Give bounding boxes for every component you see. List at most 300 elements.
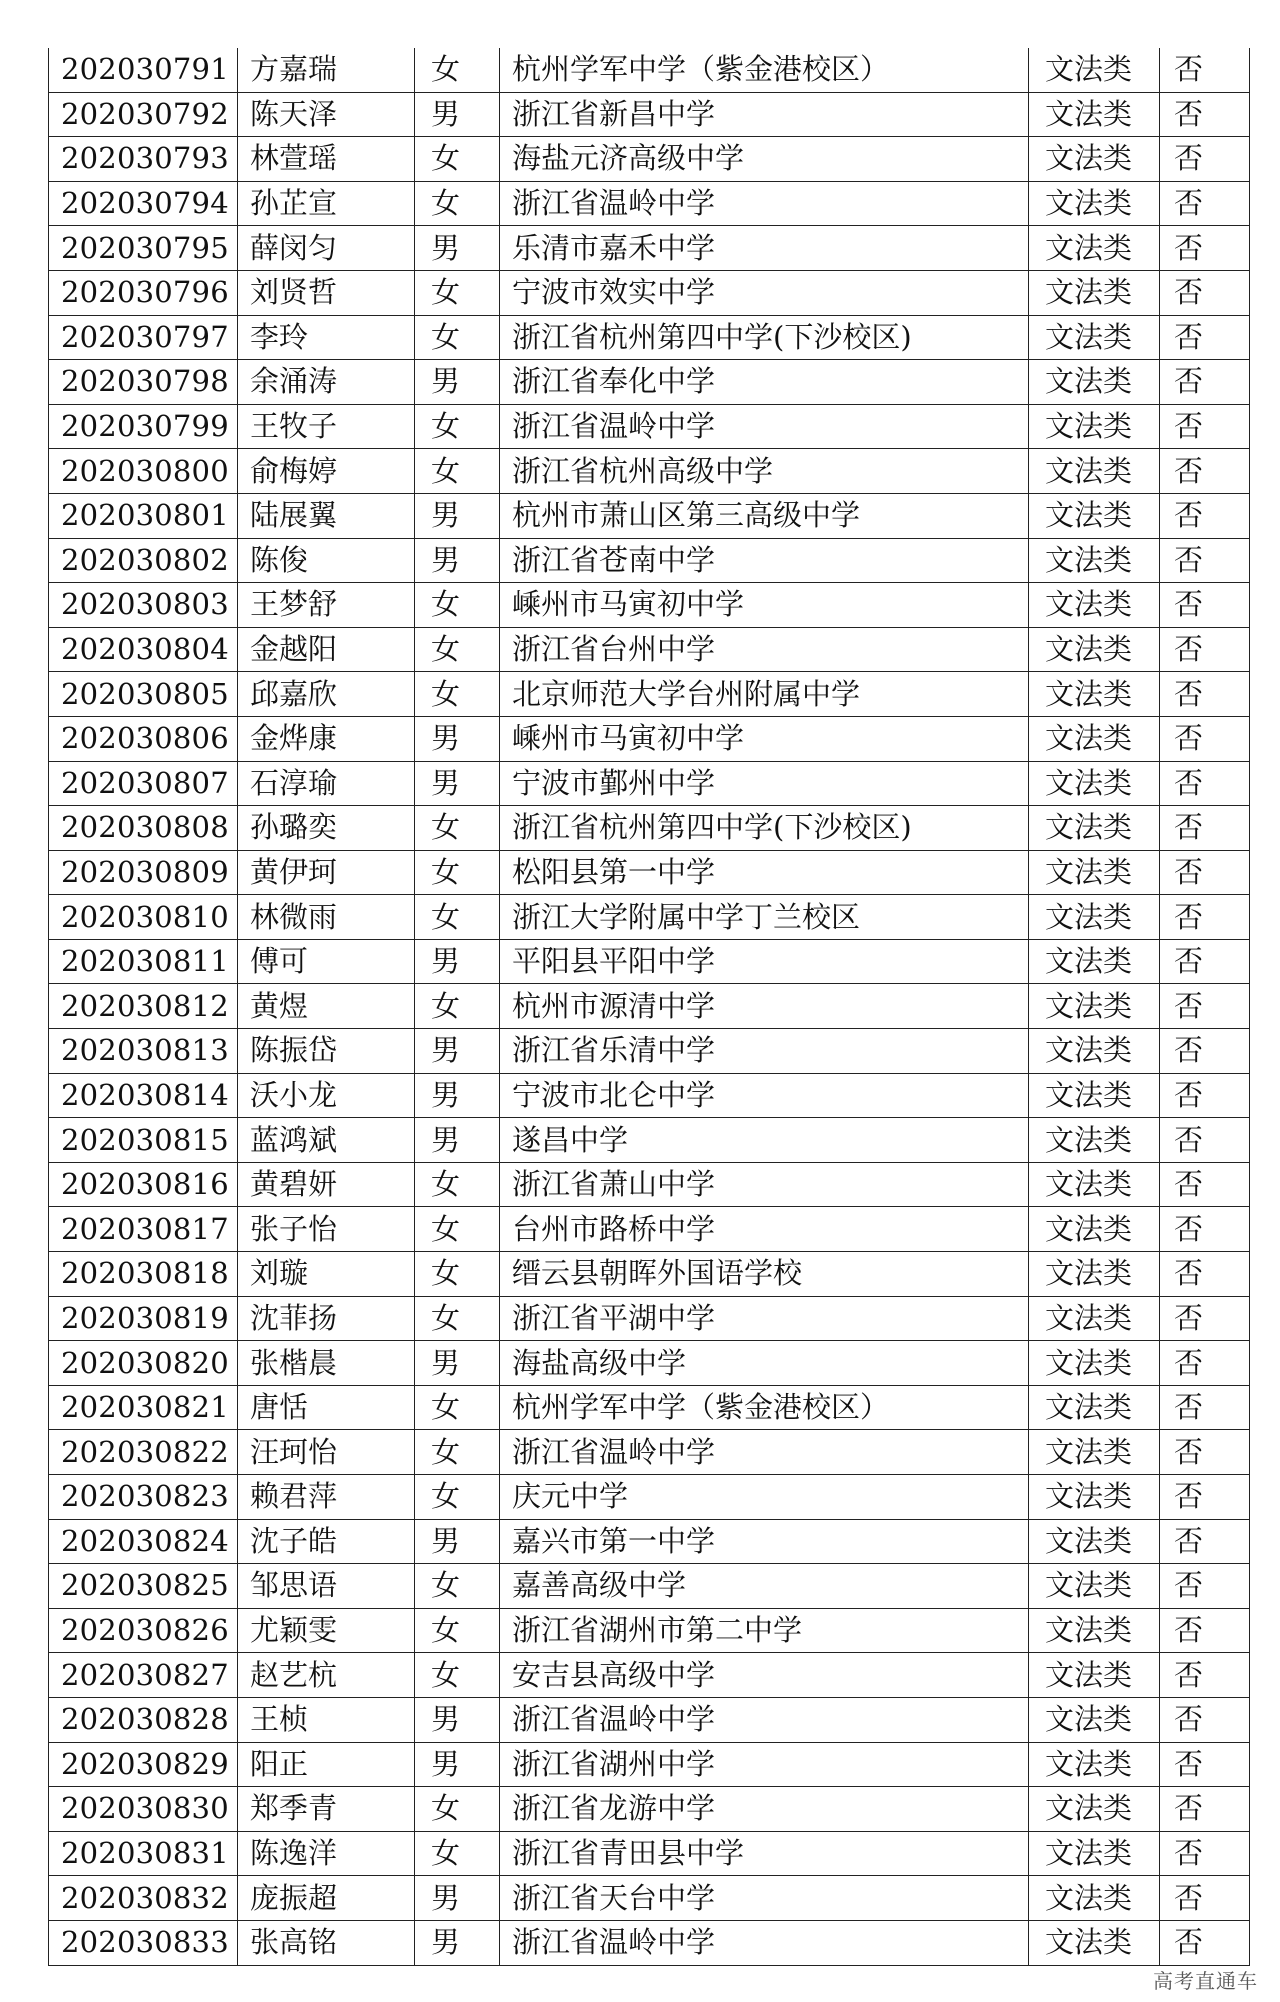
school-cell: 浙江省温岭中学	[500, 1920, 1029, 1965]
gender-cell: 女	[415, 1608, 500, 1653]
student-name-cell: 张高铭	[238, 1920, 415, 1965]
flag-cell: 否	[1160, 1029, 1250, 1074]
flag-cell: 否	[1160, 716, 1250, 761]
gender-cell: 女	[415, 1475, 500, 1520]
gender-cell: 女	[415, 1787, 500, 1832]
gender-cell: 女	[415, 181, 500, 226]
gender-cell: 女	[415, 1207, 500, 1252]
student-id-cell: 202030830	[49, 1787, 238, 1832]
category-cell: 文法类	[1029, 1831, 1160, 1876]
gender-cell: 女	[415, 1385, 500, 1430]
table-row	[49, 939, 1250, 984]
flag-cell: 否	[1160, 1608, 1250, 1653]
student-name-cell: 陆展翼	[238, 493, 415, 538]
table-row	[49, 1787, 1250, 1832]
table-row	[49, 716, 1250, 761]
student-id-cell: 202030807	[49, 761, 238, 806]
student-id-cell: 202030811	[49, 939, 238, 984]
category-cell: 文法类	[1029, 1073, 1160, 1118]
flag-cell: 否	[1160, 1341, 1250, 1386]
gender-cell: 女	[415, 1564, 500, 1609]
student-name-cell: 石淳瑜	[238, 761, 415, 806]
student-name-cell: 蓝鸿斌	[238, 1118, 415, 1163]
category-cell: 文法类	[1029, 1697, 1160, 1742]
school-cell: 浙江省萧山中学	[500, 1162, 1029, 1207]
student-name-cell: 郑季青	[238, 1787, 415, 1832]
student-name-cell: 刘璇	[238, 1252, 415, 1297]
category-cell: 文法类	[1029, 48, 1160, 92]
category-cell: 文法类	[1029, 1608, 1160, 1653]
student-id-cell: 202030826	[49, 1608, 238, 1653]
flag-cell: 否	[1160, 1519, 1250, 1564]
flag-cell: 否	[1160, 538, 1250, 583]
table-row	[49, 1385, 1250, 1430]
table-row	[49, 226, 1250, 271]
table-row	[49, 895, 1250, 940]
student-id-cell: 202030831	[49, 1831, 238, 1876]
category-cell: 文法类	[1029, 1430, 1160, 1475]
student-name-cell: 王梦舒	[238, 583, 415, 628]
gender-cell: 女	[415, 137, 500, 182]
flag-cell: 否	[1160, 761, 1250, 806]
flag-cell: 否	[1160, 1162, 1250, 1207]
category-cell: 文法类	[1029, 1920, 1160, 1965]
gender-cell: 男	[415, 1073, 500, 1118]
flag-cell: 否	[1160, 850, 1250, 895]
category-cell: 文法类	[1029, 716, 1160, 761]
student-id-cell: 202030810	[49, 895, 238, 940]
flag-cell: 否	[1160, 137, 1250, 182]
category-cell: 文法类	[1029, 1029, 1160, 1074]
student-name-cell: 张楷晨	[238, 1341, 415, 1386]
student-name-cell: 黄碧妍	[238, 1162, 415, 1207]
category-cell: 文法类	[1029, 984, 1160, 1029]
table-row	[49, 1564, 1250, 1609]
gender-cell: 女	[415, 270, 500, 315]
student-id-cell: 202030797	[49, 315, 238, 360]
school-cell: 浙江省奉化中学	[500, 360, 1029, 405]
category-cell: 文法类	[1029, 761, 1160, 806]
gender-cell: 男	[415, 939, 500, 984]
student-name-cell: 庞振超	[238, 1876, 415, 1921]
flag-cell: 否	[1160, 1742, 1250, 1787]
school-cell: 庆元中学	[500, 1475, 1029, 1520]
school-cell: 北京师范大学台州附属中学	[500, 672, 1029, 717]
student-id-cell: 202030823	[49, 1475, 238, 1520]
flag-cell: 否	[1160, 1252, 1250, 1297]
flag-cell: 否	[1160, 315, 1250, 360]
school-cell: 海盐高级中学	[500, 1341, 1029, 1386]
school-cell: 嘉善高级中学	[500, 1564, 1029, 1609]
student-id-cell: 202030794	[49, 181, 238, 226]
table-row	[49, 1252, 1250, 1297]
flag-cell: 否	[1160, 1653, 1250, 1698]
gender-cell: 男	[415, 1029, 500, 1074]
student-name-cell: 陈俊	[238, 538, 415, 583]
table-row	[49, 449, 1250, 494]
flag-cell: 否	[1160, 48, 1250, 92]
table-row	[49, 270, 1250, 315]
student-name-cell: 陈振岱	[238, 1029, 415, 1074]
table-row	[49, 1341, 1250, 1386]
category-cell: 文法类	[1029, 360, 1160, 405]
gender-cell: 女	[415, 583, 500, 628]
gender-cell: 男	[415, 92, 500, 137]
school-cell: 浙江省乐清中学	[500, 1029, 1029, 1074]
student-name-cell: 唐恬	[238, 1385, 415, 1430]
category-cell: 文法类	[1029, 1475, 1160, 1520]
student-id-cell: 202030804	[49, 627, 238, 672]
category-cell: 文法类	[1029, 939, 1160, 984]
table-row	[49, 1742, 1250, 1787]
student-name-cell: 陈天泽	[238, 92, 415, 137]
student-name-cell: 李玲	[238, 315, 415, 360]
student-name-cell: 金越阳	[238, 627, 415, 672]
student-name-cell: 沈子皓	[238, 1519, 415, 1564]
student-name-cell: 林萱瑶	[238, 137, 415, 182]
student-id-cell: 202030814	[49, 1073, 238, 1118]
student-id-cell: 202030795	[49, 226, 238, 271]
category-cell: 文法类	[1029, 315, 1160, 360]
student-id-cell: 202030793	[49, 137, 238, 182]
table-row	[49, 1608, 1250, 1653]
student-name-cell: 林微雨	[238, 895, 415, 940]
gender-cell: 男	[415, 1920, 500, 1965]
school-cell: 台州市路桥中学	[500, 1207, 1029, 1252]
gender-cell: 女	[415, 404, 500, 449]
student-name-cell: 俞梅婷	[238, 449, 415, 494]
table-row	[49, 850, 1250, 895]
table-row	[49, 806, 1250, 851]
table-row	[49, 92, 1250, 137]
flag-cell: 否	[1160, 1430, 1250, 1475]
student-id-cell: 202030798	[49, 360, 238, 405]
school-cell: 嘉兴市第一中学	[500, 1519, 1029, 1564]
flag-cell: 否	[1160, 1787, 1250, 1832]
gender-cell: 女	[415, 806, 500, 851]
table-row	[49, 137, 1250, 182]
student-id-cell: 202030809	[49, 850, 238, 895]
student-id-cell: 202030799	[49, 404, 238, 449]
category-cell: 文法类	[1029, 1876, 1160, 1921]
student-name-cell: 阳正	[238, 1742, 415, 1787]
student-name-cell: 沃小龙	[238, 1073, 415, 1118]
category-cell: 文法类	[1029, 850, 1160, 895]
gender-cell: 男	[415, 1118, 500, 1163]
gender-cell: 男	[415, 761, 500, 806]
category-cell: 文法类	[1029, 1653, 1160, 1698]
category-cell: 文法类	[1029, 1787, 1160, 1832]
gender-cell: 女	[415, 895, 500, 940]
flag-cell: 否	[1160, 181, 1250, 226]
student-id-cell: 202030833	[49, 1920, 238, 1965]
table-row	[49, 1920, 1250, 1965]
student-name-cell: 邱嘉欣	[238, 672, 415, 717]
category-cell: 文法类	[1029, 627, 1160, 672]
table-row	[49, 1831, 1250, 1876]
flag-cell: 否	[1160, 226, 1250, 271]
student-name-cell: 孙璐奕	[238, 806, 415, 851]
school-cell: 浙江省青田县中学	[500, 1831, 1029, 1876]
school-cell: 杭州市源清中学	[500, 984, 1029, 1029]
gender-cell: 女	[415, 1430, 500, 1475]
school-cell: 浙江省台州中学	[500, 627, 1029, 672]
student-name-cell: 赖君萍	[238, 1475, 415, 1520]
flag-cell: 否	[1160, 449, 1250, 494]
student-id-cell: 202030820	[49, 1341, 238, 1386]
student-name-cell: 汪珂怡	[238, 1430, 415, 1475]
flag-cell: 否	[1160, 1385, 1250, 1430]
table-row	[49, 1697, 1250, 1742]
student-id-cell: 202030812	[49, 984, 238, 1029]
category-cell: 文法类	[1029, 1296, 1160, 1341]
category-cell: 文法类	[1029, 270, 1160, 315]
table-row	[49, 1876, 1250, 1921]
gender-cell: 女	[415, 1296, 500, 1341]
school-cell: 浙江省温岭中学	[500, 1430, 1029, 1475]
table-row	[49, 404, 1250, 449]
student-id-cell: 202030806	[49, 716, 238, 761]
category-cell: 文法类	[1029, 1341, 1160, 1386]
category-cell: 文法类	[1029, 806, 1160, 851]
school-cell: 浙江省天台中学	[500, 1876, 1029, 1921]
school-cell: 宁波市北仑中学	[500, 1073, 1029, 1118]
student-name-cell: 张子怡	[238, 1207, 415, 1252]
school-cell: 宁波市鄞州中学	[500, 761, 1029, 806]
school-cell: 浙江省温岭中学	[500, 404, 1029, 449]
table-row	[49, 1519, 1250, 1564]
table-row	[49, 672, 1250, 717]
flag-cell: 否	[1160, 360, 1250, 405]
student-name-cell: 余涌涛	[238, 360, 415, 405]
student-name-cell: 王桢	[238, 1697, 415, 1742]
student-name-cell: 邹思语	[238, 1564, 415, 1609]
gender-cell: 女	[415, 449, 500, 494]
flag-cell: 否	[1160, 1920, 1250, 1965]
student-id-cell: 202030796	[49, 270, 238, 315]
student-name-cell: 方嘉瑞	[238, 48, 415, 92]
table-row	[49, 1118, 1250, 1163]
student-id-cell: 202030791	[49, 48, 238, 92]
flag-cell: 否	[1160, 984, 1250, 1029]
table-row	[49, 1430, 1250, 1475]
student-id-cell: 202030827	[49, 1653, 238, 1698]
category-cell: 文法类	[1029, 1564, 1160, 1609]
table-row	[49, 538, 1250, 583]
gender-cell: 男	[415, 1742, 500, 1787]
gender-cell: 男	[415, 538, 500, 583]
student-name-cell: 尤颖雯	[238, 1608, 415, 1653]
student-name-cell: 沈菲扬	[238, 1296, 415, 1341]
table-row	[49, 1029, 1250, 1074]
table-row	[49, 1296, 1250, 1341]
school-cell: 嵊州市马寅初中学	[500, 583, 1029, 628]
category-cell: 文法类	[1029, 1385, 1160, 1430]
category-cell: 文法类	[1029, 226, 1160, 271]
school-cell: 杭州市萧山区第三高级中学	[500, 493, 1029, 538]
category-cell: 文法类	[1029, 1118, 1160, 1163]
school-cell: 浙江省新昌中学	[500, 92, 1029, 137]
flag-cell: 否	[1160, 672, 1250, 717]
flag-cell: 否	[1160, 806, 1250, 851]
student-id-cell: 202030819	[49, 1296, 238, 1341]
watermark: 高考直通车	[1153, 1969, 1258, 1993]
school-cell: 安吉县高级中学	[500, 1653, 1029, 1698]
school-cell: 海盐元济高级中学	[500, 137, 1029, 182]
flag-cell: 否	[1160, 493, 1250, 538]
student-id-cell: 202030792	[49, 92, 238, 137]
gender-cell: 女	[415, 48, 500, 92]
table-row	[49, 984, 1250, 1029]
category-cell: 文法类	[1029, 1207, 1160, 1252]
school-cell: 浙江省温岭中学	[500, 1697, 1029, 1742]
school-cell: 浙江省杭州第四中学(下沙校区)	[500, 315, 1029, 360]
gender-cell: 女	[415, 1252, 500, 1297]
flag-cell: 否	[1160, 1564, 1250, 1609]
school-cell: 嵊州市马寅初中学	[500, 716, 1029, 761]
student-id-cell: 202030824	[49, 1519, 238, 1564]
student-name-cell: 薛闵匀	[238, 226, 415, 271]
gender-cell: 男	[415, 1519, 500, 1564]
student-id-cell: 202030825	[49, 1564, 238, 1609]
student-name-cell: 金烨康	[238, 716, 415, 761]
category-cell: 文法类	[1029, 137, 1160, 182]
flag-cell: 否	[1160, 1207, 1250, 1252]
student-name-cell: 黄伊珂	[238, 850, 415, 895]
school-cell: 浙江大学附属中学丁兰校区	[500, 895, 1029, 940]
student-name-cell: 陈逸洋	[238, 1831, 415, 1876]
school-cell: 浙江省苍南中学	[500, 538, 1029, 583]
table-row	[49, 1653, 1250, 1698]
category-cell: 文法类	[1029, 449, 1160, 494]
flag-cell: 否	[1160, 583, 1250, 628]
flag-cell: 否	[1160, 939, 1250, 984]
student-name-cell: 王牧子	[238, 404, 415, 449]
student-id-cell: 202030808	[49, 806, 238, 851]
table-row	[49, 1207, 1250, 1252]
table-row	[49, 48, 1250, 92]
flag-cell: 否	[1160, 1073, 1250, 1118]
student-id-cell: 202030813	[49, 1029, 238, 1074]
school-cell: 浙江省杭州高级中学	[500, 449, 1029, 494]
student-name-cell: 傅可	[238, 939, 415, 984]
student-id-cell: 202030805	[49, 672, 238, 717]
category-cell: 文法类	[1029, 92, 1160, 137]
student-id-cell: 202030815	[49, 1118, 238, 1163]
table-row	[49, 1162, 1250, 1207]
gender-cell: 男	[415, 493, 500, 538]
school-cell: 松阳县第一中学	[500, 850, 1029, 895]
gender-cell: 男	[415, 1876, 500, 1921]
category-cell: 文法类	[1029, 181, 1160, 226]
table-row	[49, 181, 1250, 226]
category-cell: 文法类	[1029, 1252, 1160, 1297]
school-cell: 缙云县朝晖外国语学校	[500, 1252, 1029, 1297]
category-cell: 文法类	[1029, 538, 1160, 583]
student-id-cell: 202030802	[49, 538, 238, 583]
student-id-cell: 202030803	[49, 583, 238, 628]
school-cell: 宁波市效实中学	[500, 270, 1029, 315]
category-cell: 文法类	[1029, 583, 1160, 628]
student-id-cell: 202030822	[49, 1430, 238, 1475]
flag-cell: 否	[1160, 1296, 1250, 1341]
school-cell: 遂昌中学	[500, 1118, 1029, 1163]
student-name-cell: 刘贤哲	[238, 270, 415, 315]
student-id-cell: 202030829	[49, 1742, 238, 1787]
roster-table-body	[49, 48, 1250, 1965]
school-cell: 浙江省温岭中学	[500, 181, 1029, 226]
flag-cell: 否	[1160, 1697, 1250, 1742]
gender-cell: 女	[415, 315, 500, 360]
student-name-cell: 孙芷宣	[238, 181, 415, 226]
student-name-cell: 黄煜	[238, 984, 415, 1029]
school-cell: 杭州学军中学（紫金港校区）	[500, 48, 1029, 92]
school-cell: 浙江省龙游中学	[500, 1787, 1029, 1832]
student-id-cell: 202030818	[49, 1252, 238, 1297]
student-id-cell: 202030828	[49, 1697, 238, 1742]
category-cell: 文法类	[1029, 895, 1160, 940]
category-cell: 文法类	[1029, 493, 1160, 538]
flag-cell: 否	[1160, 1831, 1250, 1876]
flag-cell: 否	[1160, 1475, 1250, 1520]
category-cell: 文法类	[1029, 1519, 1160, 1564]
student-id-cell: 202030800	[49, 449, 238, 494]
table-row	[49, 1073, 1250, 1118]
roster-table	[48, 48, 1250, 1966]
gender-cell: 女	[415, 1831, 500, 1876]
school-cell: 乐清市嘉禾中学	[500, 226, 1029, 271]
gender-cell: 男	[415, 716, 500, 761]
flag-cell: 否	[1160, 1876, 1250, 1921]
table-row	[49, 627, 1250, 672]
gender-cell: 女	[415, 1162, 500, 1207]
table-row	[49, 315, 1250, 360]
gender-cell: 女	[415, 1653, 500, 1698]
table-row	[49, 583, 1250, 628]
gender-cell: 女	[415, 850, 500, 895]
flag-cell: 否	[1160, 627, 1250, 672]
table-row	[49, 493, 1250, 538]
flag-cell: 否	[1160, 404, 1250, 449]
student-id-cell: 202030821	[49, 1385, 238, 1430]
gender-cell: 男	[415, 1341, 500, 1386]
table-row	[49, 761, 1250, 806]
student-id-cell: 202030801	[49, 493, 238, 538]
school-cell: 浙江省杭州第四中学(下沙校区)	[500, 806, 1029, 851]
student-name-cell: 赵艺杭	[238, 1653, 415, 1698]
gender-cell: 男	[415, 1697, 500, 1742]
category-cell: 文法类	[1029, 404, 1160, 449]
school-cell: 浙江省平湖中学	[500, 1296, 1029, 1341]
flag-cell: 否	[1160, 92, 1250, 137]
student-id-cell: 202030832	[49, 1876, 238, 1921]
gender-cell: 男	[415, 226, 500, 271]
flag-cell: 否	[1160, 895, 1250, 940]
school-cell: 杭州学军中学（紫金港校区）	[500, 1385, 1029, 1430]
school-cell: 平阳县平阳中学	[500, 939, 1029, 984]
table-row	[49, 1475, 1250, 1520]
category-cell: 文法类	[1029, 1162, 1160, 1207]
gender-cell: 女	[415, 627, 500, 672]
table-row	[49, 360, 1250, 405]
flag-cell: 否	[1160, 270, 1250, 315]
gender-cell: 男	[415, 360, 500, 405]
gender-cell: 女	[415, 672, 500, 717]
category-cell: 文法类	[1029, 1742, 1160, 1787]
school-cell: 浙江省湖州市第二中学	[500, 1608, 1029, 1653]
student-id-cell: 202030817	[49, 1207, 238, 1252]
student-id-cell: 202030816	[49, 1162, 238, 1207]
